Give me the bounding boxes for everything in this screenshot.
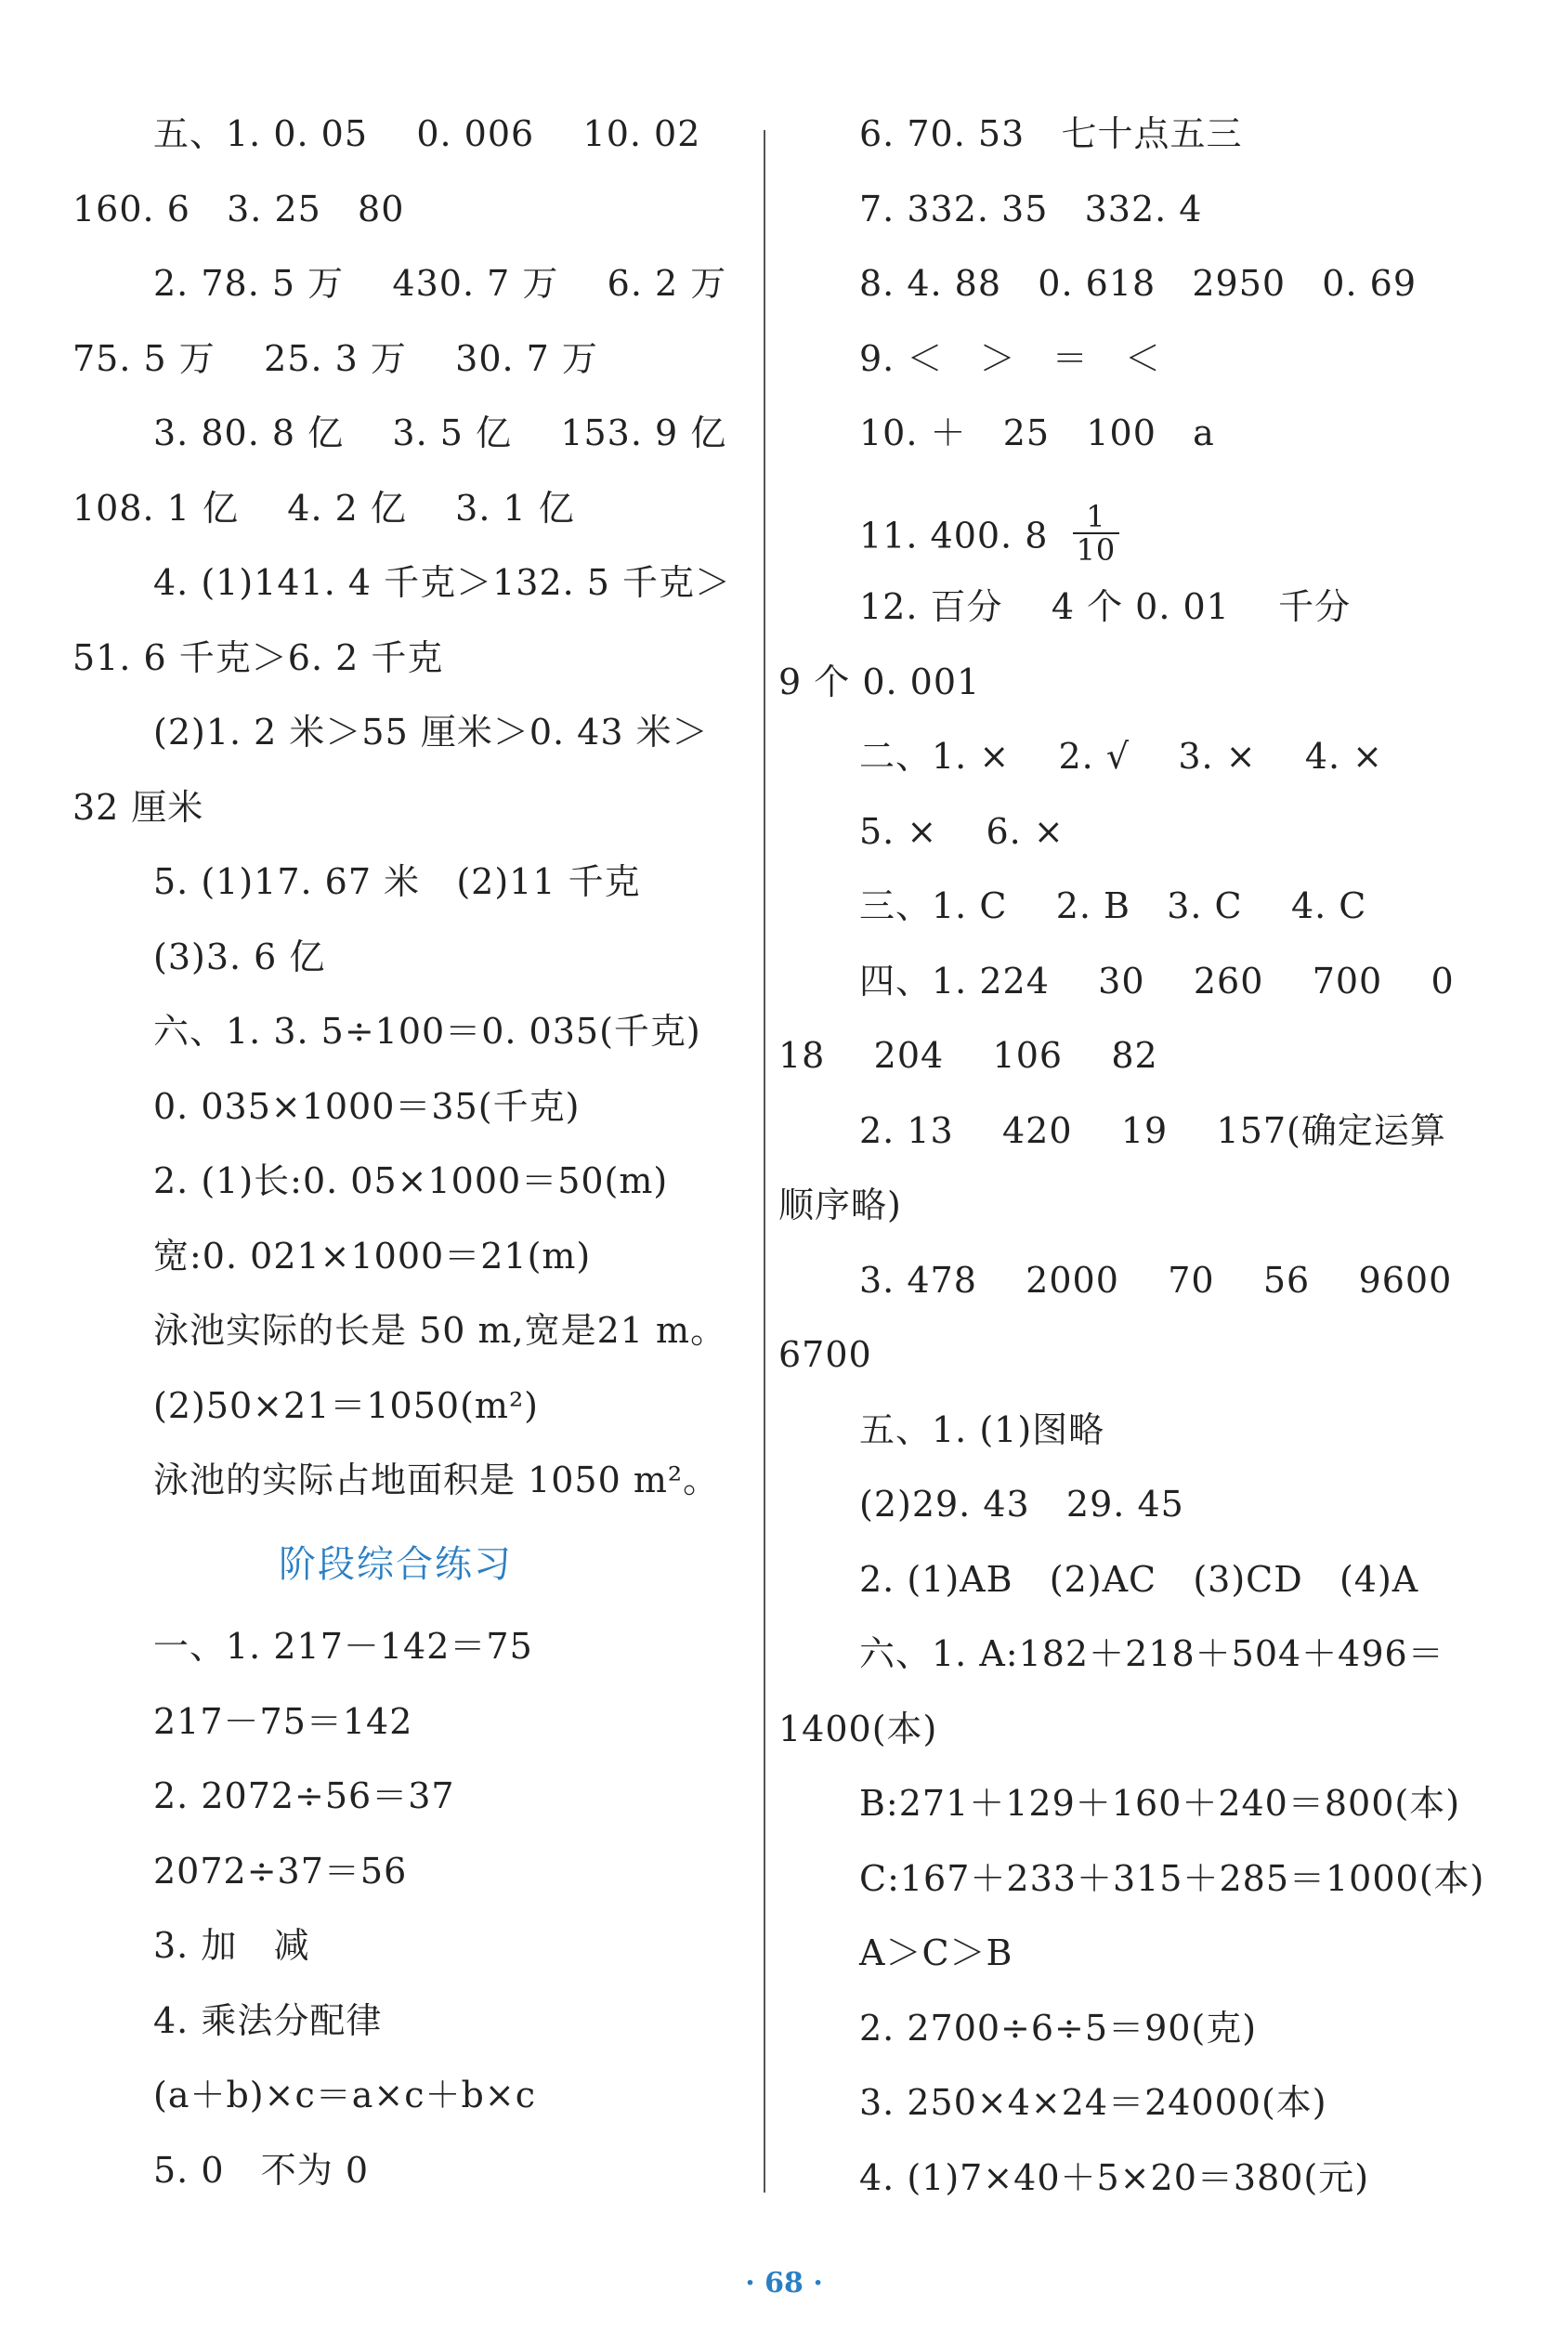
left-line: 0. 035×1000＝35(千克) xyxy=(153,1085,581,1127)
right-line: 2. 13 420 19 157(确定运算 xyxy=(859,1109,1446,1151)
right-line: 6700 xyxy=(778,1334,872,1375)
left-line: 5. 0 不为 0 xyxy=(153,2149,370,2191)
left-line: (2)50×21＝1050(m²) xyxy=(153,1384,539,1426)
left-line: 泳池的实际占地面积是 1050 m²。 xyxy=(153,1460,720,1500)
left-line: 4. (1)141. 4 千克＞132. 5 千克＞ xyxy=(153,562,732,603)
right-line: 四、1. 224 30 260 700 0 xyxy=(859,960,1455,1002)
right-line: 18 204 106 82 xyxy=(778,1035,1158,1076)
right-line: 8. 4. 88 0. 618 2950 0. 69 xyxy=(859,263,1417,304)
left-line: 一、1. 217－142＝75 xyxy=(153,1626,533,1667)
right-line: 3. 478 2000 70 56 9600 xyxy=(859,1259,1453,1301)
right-line: A＞C＞B xyxy=(859,1932,1013,1973)
left-line: 51. 6 千克＞6. 2 千克 xyxy=(72,636,444,678)
right-line: 4. (1)7×40＋5×20＝380(元) xyxy=(859,2156,1370,2198)
left-line: 160. 6 3. 25 80 xyxy=(72,188,405,229)
right-line: 12. 百分 4 个 0. 01 千分 xyxy=(859,586,1352,627)
left-line: 六、1. 3. 5÷100＝0. 035(千克) xyxy=(153,1011,701,1052)
left-line: 5. (1)17. 67 米 (2)11 千克 xyxy=(153,861,641,902)
left-line: 32 厘米 xyxy=(72,786,204,828)
left-line: 2. (1)长:0. 05×1000＝50(m) xyxy=(153,1160,669,1201)
left-line: (3)3. 6 亿 xyxy=(153,936,326,977)
fraction-one-tenth xyxy=(1073,498,1120,568)
left-line: 108. 1 亿 4. 2 亿 3. 1 亿 xyxy=(72,487,575,529)
fraction-denominator: 10 xyxy=(1076,531,1117,568)
left-line: 阶段综合练习 xyxy=(279,1542,513,1586)
right-line: 10. ＋ 25 100 a xyxy=(859,412,1215,453)
right-line: 顺序略) xyxy=(778,1185,902,1225)
right-line: 六、1. A:182＋218＋504＋496＝ xyxy=(859,1633,1444,1674)
right-line: C:167＋233＋315＋285＝1000(本) xyxy=(859,1857,1485,1899)
right-line: B:271＋129＋160＋240＝800(本) xyxy=(859,1783,1461,1824)
left-line: (2)1. 2 米＞55 厘米＞0. 43 米＞ xyxy=(153,712,709,753)
right-line: 7. 332. 35 332. 4 xyxy=(859,188,1203,229)
left-line: 五、1. 0. 05 0. 006 10. 02 xyxy=(153,113,701,154)
right-line: (2)29. 43 29. 45 xyxy=(859,1484,1184,1525)
right-line: 三、1. C 2. B 3. C 4. C xyxy=(859,885,1367,926)
right-line: 9. ＜ ＞ ＝ ＜ xyxy=(859,337,1162,379)
right-line: 11. 400. 8 $\frac{1}{10}$ xyxy=(859,506,1119,551)
left-line: 泳池实际的长是 50 m,宽是21 m。 xyxy=(153,1310,727,1351)
right-line: 1400(本) xyxy=(778,1708,938,1749)
left-line: 4. 乘法分配律 xyxy=(153,1999,383,2041)
column-divider xyxy=(764,130,765,2193)
left-line: 2072÷37＝56 xyxy=(153,1850,408,1892)
left-line: 3. 80. 8 亿 3. 5 亿 153. 9 亿 xyxy=(153,412,727,453)
right-line: 3. 250×4×24＝24000(本) xyxy=(859,2082,1327,2123)
right-line: 9 个 0. 001 xyxy=(778,661,981,702)
right-line: 6. 70. 53 七十点五三 xyxy=(859,113,1243,154)
right-line: 5. × 6. × xyxy=(859,810,1065,852)
left-line: 3. 加 减 xyxy=(153,1925,310,1966)
left-line: 宽:0. 021×1000＝21(m) xyxy=(153,1235,592,1277)
left-line: 75. 5 万 25. 3 万 30. 7 万 xyxy=(72,337,598,379)
left-line: 2. 78. 5 万 430. 7 万 6. 2 万 xyxy=(153,263,727,304)
right-line: 2. (1)AB (2)AC (3)CD (4)A xyxy=(859,1558,1419,1600)
left-line: (a＋b)×c＝a×c＋b×c xyxy=(153,2075,536,2115)
left-line: 2. 2072÷56＝37 xyxy=(153,1775,455,1816)
page-number: · 68 · xyxy=(745,2267,823,2299)
right-line: 五、1. (1)图略 xyxy=(859,1408,1105,1450)
right-line: 二、1. × 2. √ 3. × 4. × xyxy=(859,736,1384,777)
fraction-numerator: 1 xyxy=(1073,501,1120,534)
left-line: 217－75＝142 xyxy=(153,1700,413,1742)
right-line: 2. 2700÷6÷5＝90(克) xyxy=(859,2007,1258,2049)
